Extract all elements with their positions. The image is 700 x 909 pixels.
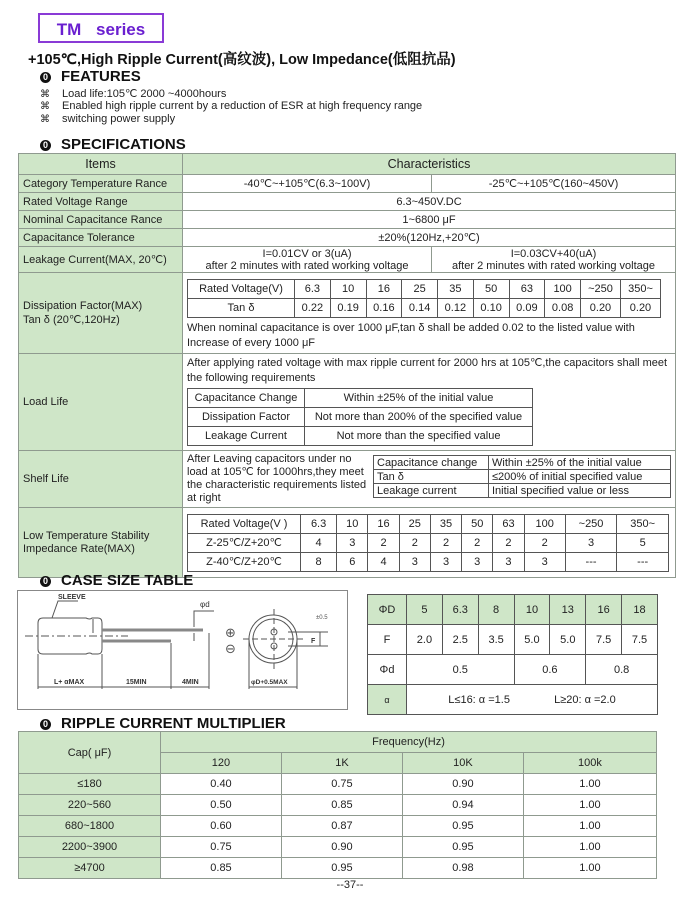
spec-value: -25℃~+105℃(160~450V): [432, 175, 676, 193]
tan-delta-value: 0.20: [620, 299, 660, 318]
requirement-item: Dissipation Factor: [188, 408, 305, 427]
multiplier-value: 0.40: [161, 774, 282, 795]
case-diameter-cell: 6.3: [442, 595, 478, 625]
cap-range-cell: ≥4700: [19, 858, 161, 879]
leakage-condition: after 2 minutes with rated working voltage: [452, 259, 655, 272]
impedance-ratio-value: ---: [617, 552, 669, 571]
section-bullet-icon: 0: [40, 140, 51, 151]
case-diameter-cell: 13: [550, 595, 586, 625]
feature-item: [40, 113, 175, 125]
impedance-ratio-value: 2: [524, 533, 565, 552]
feature-text: Load life:105℃ 2000 ~4000hours: [62, 88, 227, 100]
frequency-cell: 10K: [402, 753, 523, 774]
lead-4min-label: 4MIN: [182, 679, 199, 686]
multiplier-value: 1.00: [523, 837, 656, 858]
multiplier-value: 1.00: [523, 795, 656, 816]
negative-terminal-icon: ⊖: [225, 642, 236, 657]
tan-delta-value: 0.19: [330, 299, 366, 318]
capacitor-drawing: [18, 591, 349, 711]
dissipation-cell: [183, 273, 676, 354]
page-number: --37--: [336, 879, 364, 891]
voltage-cell: 25: [399, 514, 430, 533]
tan-delta-value: 0.08: [545, 299, 581, 318]
alpha-cell: [407, 685, 658, 715]
spec-label: Category Temperature Rance: [19, 175, 183, 193]
multiplier-value: 0.95: [402, 816, 523, 837]
impedance-ratio-value: 3: [565, 533, 617, 552]
length-dimension-label: L+ αMAX: [54, 679, 85, 686]
tan-delta-value: 0.14: [402, 299, 438, 318]
multiplier-value: 0.98: [402, 858, 523, 879]
load-life-cell: [183, 354, 676, 451]
ripple-title: RIPPLE CURRENT MULTIPLIER: [61, 715, 286, 732]
shelf-life-cell: [183, 451, 676, 508]
multiplier-value: 0.60: [161, 816, 282, 837]
lead-spacing-cell: 7.5: [586, 625, 622, 655]
specifications-table: [18, 153, 676, 578]
cap-range-cell: 220~560: [19, 795, 161, 816]
tolerance-label: ±0.5: [316, 615, 328, 621]
row-header: F: [368, 625, 407, 655]
lead-spacing-cell: 2.0: [407, 625, 443, 655]
cap-range-cell: 680~1800: [19, 816, 161, 837]
command-key-icon: ⌘: [40, 114, 50, 125]
leakage-formula: I=0.01CV or 3(uA): [262, 247, 352, 260]
voltage-cell: 16: [366, 280, 402, 299]
load-life-intro: After applying rated voltage with max ripple current for 2000 hrs at 105℃,the capacitors shall meet the following requirements: [187, 357, 668, 384]
voltage-cell: ~250: [581, 280, 621, 299]
leakage-condition: after 2 minutes with rated working voltage: [205, 259, 409, 272]
multiplier-value: 0.50: [161, 795, 282, 816]
requirement-item: Leakage Current: [188, 427, 305, 446]
voltage-cell: 50: [473, 280, 509, 299]
spec-value: 1~6800 μF: [183, 211, 676, 229]
table-row: [19, 858, 657, 879]
lead-diameter-cell: 0.5: [407, 655, 515, 685]
multiplier-value: 0.75: [161, 837, 282, 858]
items-header: Items: [19, 154, 183, 175]
impedance-ratio-value: 4: [368, 552, 399, 571]
spec-value: [432, 247, 676, 273]
frequency-cell: 120: [161, 753, 282, 774]
voltage-cell: ~250: [565, 514, 617, 533]
feature-item: [40, 100, 422, 112]
lead-spacing-cell: 3.5: [478, 625, 514, 655]
tan-delta-value: 0.20: [581, 299, 621, 318]
requirement-value: Not more than the specified value: [305, 427, 533, 446]
impedance-ratio-value: 6: [337, 552, 368, 571]
impedance-ratio-value: 3: [399, 552, 430, 571]
sleeve-leader: [52, 601, 78, 618]
case-diameter-cell: 10: [514, 595, 550, 625]
section-bullet-icon: 0: [40, 719, 51, 730]
voltage-cell: 35: [438, 280, 474, 299]
specifications-heading: [40, 136, 186, 153]
dissipation-sublabel: Tan δ (20℃,120Hz): [23, 314, 120, 326]
case-size-title: CASE SIZE TABLE: [61, 572, 194, 589]
voltage-cell: 63: [493, 514, 524, 533]
voltage-cell: 6.3: [295, 280, 331, 299]
cap-range-cell: 2200~3900: [19, 837, 161, 858]
alpha-long: L≥20: α =2.0: [554, 693, 616, 706]
spec-label: Load Life: [19, 354, 183, 451]
voltage-cell: 63: [509, 280, 545, 299]
voltage-cell: 350~: [617, 514, 669, 533]
case-size-heading: [40, 572, 193, 589]
voltage-cell: 10: [330, 280, 366, 299]
spec-value: ±20%(120Hz,+20℃): [183, 229, 676, 247]
characteristics-header: Characteristics: [183, 154, 676, 175]
alpha-short: L≤16: α =1.5: [448, 693, 510, 706]
diameter-dimension-label: φD+0.5MAX: [251, 679, 288, 686]
requirement-value: Initial specified value or less: [489, 484, 671, 498]
ripple-heading: [40, 715, 286, 732]
impedance-ratio-value: 3: [337, 533, 368, 552]
row-header: ΦD: [368, 595, 407, 625]
requirement-value: ≤200% of initial specified value: [489, 470, 671, 484]
features-title: FEATURES: [61, 68, 141, 85]
command-key-icon: ⌘: [40, 101, 50, 112]
low-temp-label: Low Temperature Stability: [23, 529, 150, 542]
impedance-ratio-value: 8: [301, 552, 337, 571]
low-temp-sublabel: Impedance Rate(MAX): [23, 542, 135, 555]
spec-label: Leakage Current(MAX, 20℃): [19, 247, 183, 273]
voltage-cell: 100: [545, 280, 581, 299]
multiplier-value: 0.95: [402, 837, 523, 858]
case-diameter-cell: 5: [407, 595, 443, 625]
f-label: F: [311, 638, 316, 645]
shelf-life-table: [373, 455, 671, 498]
case-diameter-cell: 18: [622, 595, 658, 625]
shelf-life-intro: After Leaving capacitors under no load at 105℃ for 1000hrs,they meet the characteristic requirements listed at right: [187, 453, 367, 504]
specifications-title: SPECIFICATIONS: [61, 136, 186, 153]
feature-text: switching power supply: [62, 113, 176, 125]
lead-spacing-cell: 7.5: [622, 625, 658, 655]
table-row: [19, 837, 657, 858]
multiplier-value: 0.95: [281, 858, 402, 879]
tan-delta-value: 0.10: [473, 299, 509, 318]
lead-spacing-cell: 5.0: [514, 625, 550, 655]
row-header: Z-25℃/Z+20℃: [188, 533, 301, 552]
multiplier-value: 0.90: [402, 774, 523, 795]
row-header: α: [368, 685, 407, 715]
spec-label: Nominal Capacitance Rance: [19, 211, 183, 229]
voltage-cell: 10: [337, 514, 368, 533]
lead-15min-label: 15MIN: [126, 679, 147, 686]
requirement-value: Not more than 200% of the specified value: [305, 408, 533, 427]
tan-delta-value: 0.09: [509, 299, 545, 318]
low-temp-cell: [183, 508, 676, 578]
ripple-multiplier-table: [18, 731, 657, 879]
spec-value: 6.3~450V.DC: [183, 193, 676, 211]
sleeve-label: SLEEVE: [58, 594, 86, 601]
positive-terminal-icon: ⊕: [225, 626, 236, 641]
multiplier-value: 0.90: [281, 837, 402, 858]
cap-range-cell: ≤180: [19, 774, 161, 795]
section-bullet-icon: 0: [40, 576, 51, 587]
impedance-ratio-value: 2: [368, 533, 399, 552]
spec-label: [19, 508, 183, 578]
requirement-value: Within ±25% of the initial value: [305, 389, 533, 408]
spec-value: [183, 247, 432, 273]
series-title-box: TM series: [38, 13, 164, 43]
impedance-ratio-value: 2: [399, 533, 430, 552]
section-bullet-icon: 0: [40, 72, 51, 83]
multiplier-value: 0.87: [281, 816, 402, 837]
table-row: [19, 795, 657, 816]
frequency-cell: 1K: [281, 753, 402, 774]
requirement-item: Capacitance Change: [188, 389, 305, 408]
requirement-value: Within ±25% of the initial value: [489, 456, 671, 470]
product-headline: +105℃,High Ripple Current(高纹波), Low Impedance(低阻抗品): [28, 52, 456, 68]
lead-diameter-cell: 0.6: [514, 655, 586, 685]
dimension-diagram: [17, 590, 348, 710]
impedance-ratio-value: 2: [430, 533, 461, 552]
impedance-ratio-value: 3: [524, 552, 565, 571]
multiplier-value: 0.94: [402, 795, 523, 816]
tan-delta-value: 0.16: [366, 299, 402, 318]
row-header: Φd: [368, 655, 407, 685]
cap-header: Cap( μF): [19, 732, 161, 774]
voltage-cell: 350~: [620, 280, 660, 299]
dissipation-label: Dissipation Factor(MAX): [23, 300, 143, 312]
table-row: [19, 774, 657, 795]
voltage-cell: 25: [402, 280, 438, 299]
voltage-cell: 50: [462, 514, 493, 533]
case-size-table: [367, 594, 658, 715]
frequency-cell: 100k: [523, 753, 656, 774]
feature-text: Enabled high ripple current by a reduction of ESR at high frequency range: [62, 100, 423, 112]
feature-item: [40, 87, 226, 100]
spec-label: Shelf Life: [19, 451, 183, 508]
impedance-ratio-value: 2: [462, 533, 493, 552]
impedance-ratio-value: ---: [565, 552, 617, 571]
load-life-table: [187, 388, 533, 446]
tan-delta-value: 0.22: [295, 299, 331, 318]
impedance-ratio-value: 5: [617, 533, 669, 552]
multiplier-value: 1.00: [523, 774, 656, 795]
row-header: Tan δ: [188, 299, 295, 318]
voltage-cell: 16: [368, 514, 399, 533]
tan-delta-value: 0.12: [438, 299, 474, 318]
row-header: Rated Voltage(V ): [188, 514, 301, 533]
requirement-item: Capacitance change: [374, 456, 489, 470]
multiplier-value: 0.85: [161, 858, 282, 879]
lead-spacing-cell: 5.0: [550, 625, 586, 655]
spec-value: -40℃~+105℃(6.3~100V): [183, 175, 432, 193]
impedance-ratio-value: 3: [462, 552, 493, 571]
spec-label: Rated Voltage Range: [19, 193, 183, 211]
case-diameter-cell: 8: [478, 595, 514, 625]
requirement-item: Leakage current: [374, 484, 489, 498]
dissipation-note: When nominal capacitance is over 1000 μF,tan δ shall be added 0.02 to the listed value with Increase of every 1000 μF: [187, 322, 635, 349]
spec-label: Capacitance Tolerance: [19, 229, 183, 247]
requirement-item: Tan δ: [374, 470, 489, 484]
case-diameter-cell: 16: [586, 595, 622, 625]
tan-delta-table: [187, 279, 661, 318]
frequency-header: Frequency(Hz): [161, 732, 657, 753]
command-key-icon: ⌘: [40, 89, 50, 100]
leakage-formula: I=0.03CV+40(uA): [510, 247, 597, 260]
voltage-cell: 6.3: [301, 514, 337, 533]
table-row: [19, 816, 657, 837]
impedance-ratio-table: [187, 514, 669, 572]
impedance-ratio-value: 4: [301, 533, 337, 552]
phi-d-leader: [194, 611, 214, 619]
voltage-cell: 100: [524, 514, 565, 533]
impedance-ratio-value: 3: [493, 552, 524, 571]
lead-spacing-cell: 2.5: [442, 625, 478, 655]
impedance-ratio-value: 3: [430, 552, 461, 571]
multiplier-value: 0.85: [281, 795, 402, 816]
spec-label: [19, 273, 183, 354]
features-heading: [40, 68, 141, 85]
multiplier-value: 1.00: [523, 816, 656, 837]
lead-diameter-cell: 0.8: [586, 655, 658, 685]
row-header: Rated Voltage(V): [188, 280, 295, 299]
impedance-ratio-value: 2: [493, 533, 524, 552]
voltage-cell: 35: [430, 514, 461, 533]
row-header: Z-40℃/Z+20℃: [188, 552, 301, 571]
phi-d-label: φd: [200, 600, 210, 609]
multiplier-value: 1.00: [523, 858, 656, 879]
multiplier-value: 0.75: [281, 774, 402, 795]
